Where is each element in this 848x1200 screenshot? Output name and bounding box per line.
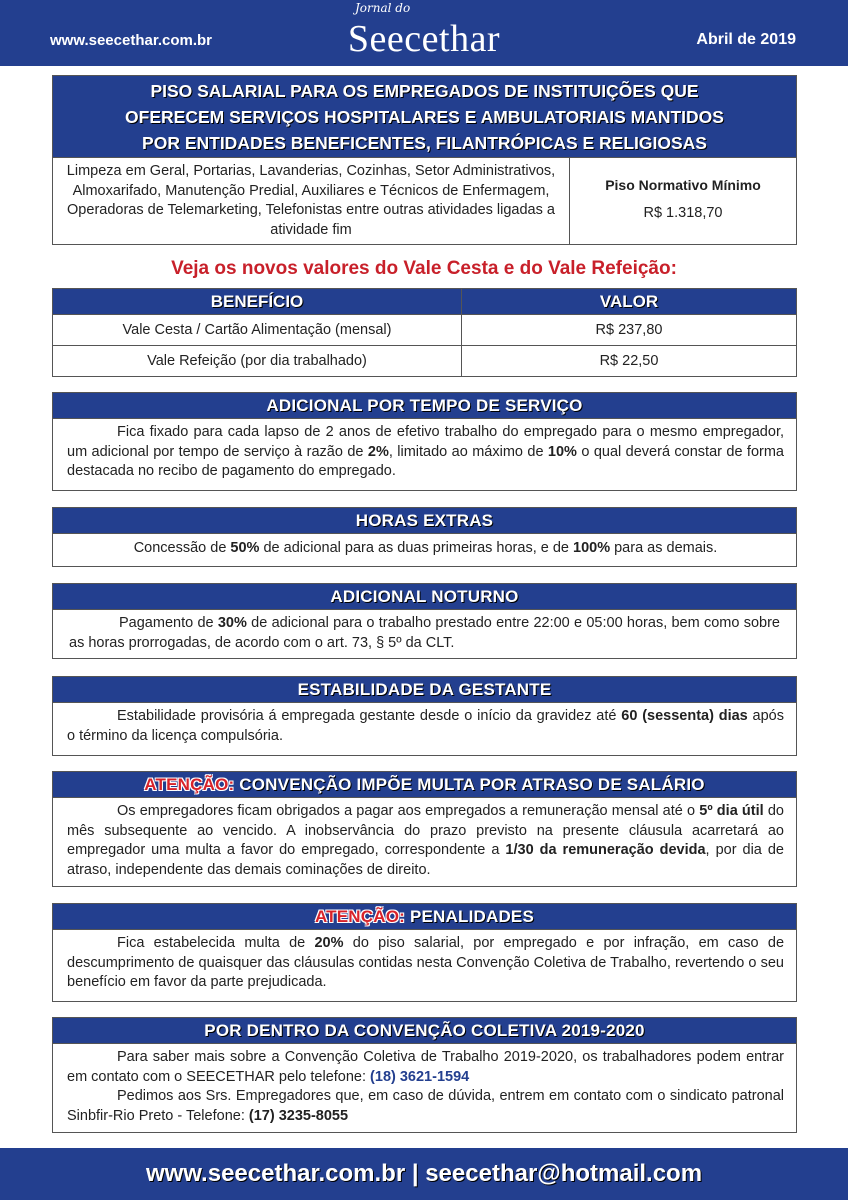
alert-label: ATENÇÃO:: [144, 775, 235, 794]
section-title: ESTABILIDADE DA GESTANTE: [53, 677, 796, 703]
text: de adicional para as duas primeiras horas, e de: [259, 540, 573, 556]
section-text: [69, 614, 780, 653]
text: do piso salarial, por empregado e por infração, em caso de descumprimento de quaisquer das cláusulas contidas nesta Convenção Coletiva de Trabalho, revertendo o seu benefício em favor da parte prejudicada.: [67, 935, 785, 990]
section-text: [67, 1087, 784, 1126]
text: Pagamento de: [119, 615, 218, 631]
text: , limitado ao máximo de: [388, 443, 548, 460]
bold-text: 60 (sessenta) dias: [621, 708, 748, 724]
section-gestante: [52, 676, 797, 756]
text: após o término da licença compulsória.: [67, 708, 784, 744]
text: para as demais.: [610, 540, 718, 556]
bold-text: 50%: [230, 540, 260, 556]
section-title: [53, 772, 796, 798]
bold-text: 5º dia útil: [699, 803, 764, 819]
section-tempo: [52, 392, 797, 491]
section-text: [67, 802, 784, 880]
section-title: ADICIONAL POR TEMPO DE SERVIÇO: [53, 393, 796, 419]
logo-big: Seecethar: [347, 18, 501, 60]
benefits-heading: Veja os novos valores do Vale Cesta e do Vale Refeição:: [171, 258, 677, 279]
section-horas: [52, 507, 797, 567]
logo-small: Jornal do: [355, 1, 411, 15]
text: Fica estabelecida multa de: [117, 935, 315, 951]
text: Os empregadores ficam obrigados a pagar aos empregados a remuneração mensal até o: [117, 803, 700, 819]
piso-description: Limpeza em Geral, Portarias, Lavanderias, Cozinhas, Setor Administrativos, Almoxarifado, Manutenção Predial, Auxiliares e Técnicos de Enfermagem, Operadoras de Telemarketing, Telefonistas entre outras atividades ligadas a atividade fim: [53, 158, 570, 244]
col-header: VALOR: [462, 289, 797, 315]
table-row: [53, 315, 797, 346]
text: do mês subsequente ao vencido. A inobservância do prazo previsto na presente cláusula acarretará ao empregador uma multa a favor do empregado, correspondente a: [67, 803, 784, 858]
text: Concessão de: [133, 540, 231, 556]
footer-contact[interactable]: www.seecethar.com.br | seecethar@hotmail.com: [0, 1148, 848, 1200]
bold-text: 100%: [573, 540, 611, 556]
text: o qual deverá constar de forma destacada no recibo de pagamento do empregado.: [67, 443, 784, 479]
col-header: BENEFÍCIO: [53, 289, 462, 315]
text: Pedimos aos Srs. Empregadores que, em caso de dúvida, entrem em contato com o sindicato patronal Sinbfir-Rio Preto - Telefone:: [67, 1088, 784, 1124]
bold-text: 20%: [314, 935, 344, 951]
text: Estabilidade provisória á empregada gestante desde o início da gravidez até: [117, 708, 622, 724]
text: Fica fixado para cada lapso de 2 anos de efetivo trabalho do empregado para o mesmo empregador, um adicional por tempo de serviço à razão de: [67, 424, 784, 460]
section-title: ADICIONAL NOTURNO: [53, 584, 796, 610]
bold-text: 10%: [547, 443, 577, 460]
section-text: [67, 1048, 784, 1087]
piso-label: Piso Normativo Mínimo: [605, 177, 761, 193]
piso-title: [53, 76, 796, 158]
text: Para saber mais sobre a Convenção Coletiva de Trabalho 2019-2020, os trabalhadores podem entrar em contato com o SEECETHAR pelo telefone:: [67, 1049, 784, 1085]
title-text: PENALIDADES: [405, 907, 535, 926]
piso-title-line: PISO SALARIAL PARA OS EMPREGADOS DE INSTITUIÇÕES QUE: [150, 81, 699, 101]
section-convencao: [52, 1017, 797, 1133]
section-text: [67, 539, 784, 559]
section-text: [67, 707, 784, 746]
text: de adicional para o trabalho prestado entre 22:00 e 05:00 horas, bem como sobre as horas prorrogadas, de acordo com o art. 73, § 5º da CLT.: [69, 615, 780, 651]
bold-text: 1/30 da remuneração devida: [505, 842, 706, 858]
benefits-table: [52, 288, 797, 377]
logo: [300, 0, 548, 66]
issue-date: Abril de 2019: [696, 31, 796, 48]
phone-link[interactable]: (18) 3621-1594: [370, 1068, 470, 1085]
section-noturno: [52, 583, 797, 659]
cell: Vale Refeição (por dia trabalhado): [53, 346, 462, 377]
piso-title-line: POR ENTIDADES BENEFICENTES, FILANTRÓPICAS E RELIGIOSAS: [142, 133, 707, 153]
phone-text[interactable]: (17) 3235-8055: [248, 1107, 349, 1124]
title-text: CONVENÇÃO IMPÕE MULTA POR ATRASO DE SALÁRIO: [234, 775, 705, 794]
content: [0, 75, 848, 1133]
cell: R$ 237,80: [462, 315, 797, 346]
piso-value: R$ 1.318,70: [643, 205, 723, 221]
section-text: [67, 934, 784, 993]
section-title: [53, 904, 796, 930]
section-text: [67, 423, 784, 482]
bold-text: 2%: [367, 443, 389, 460]
piso-box: [52, 75, 797, 245]
masthead: [0, 0, 848, 66]
bold-text: 30%: [217, 615, 247, 631]
piso-title-line: OFERECEM SERVIÇOS HOSPITALARES E AMBULATORIAIS MANTIDOS: [125, 107, 724, 127]
text: , por dia de atraso, independente das demais cominações de direito.: [67, 842, 784, 878]
cell: R$ 22,50: [462, 346, 797, 377]
section-title: POR DENTRO DA CONVENÇÃO COLETIVA 2019-2020: [53, 1018, 796, 1044]
section-multa: [52, 771, 797, 887]
section-title: HORAS EXTRAS: [53, 508, 796, 534]
alert-label: ATENÇÃO:: [314, 907, 406, 926]
site-url[interactable]: www.seecethar.com.br: [50, 32, 213, 49]
table-row: [53, 346, 797, 377]
cell: Vale Cesta / Cartão Alimentação (mensal): [53, 315, 462, 346]
section-penalidades: [52, 903, 797, 1002]
